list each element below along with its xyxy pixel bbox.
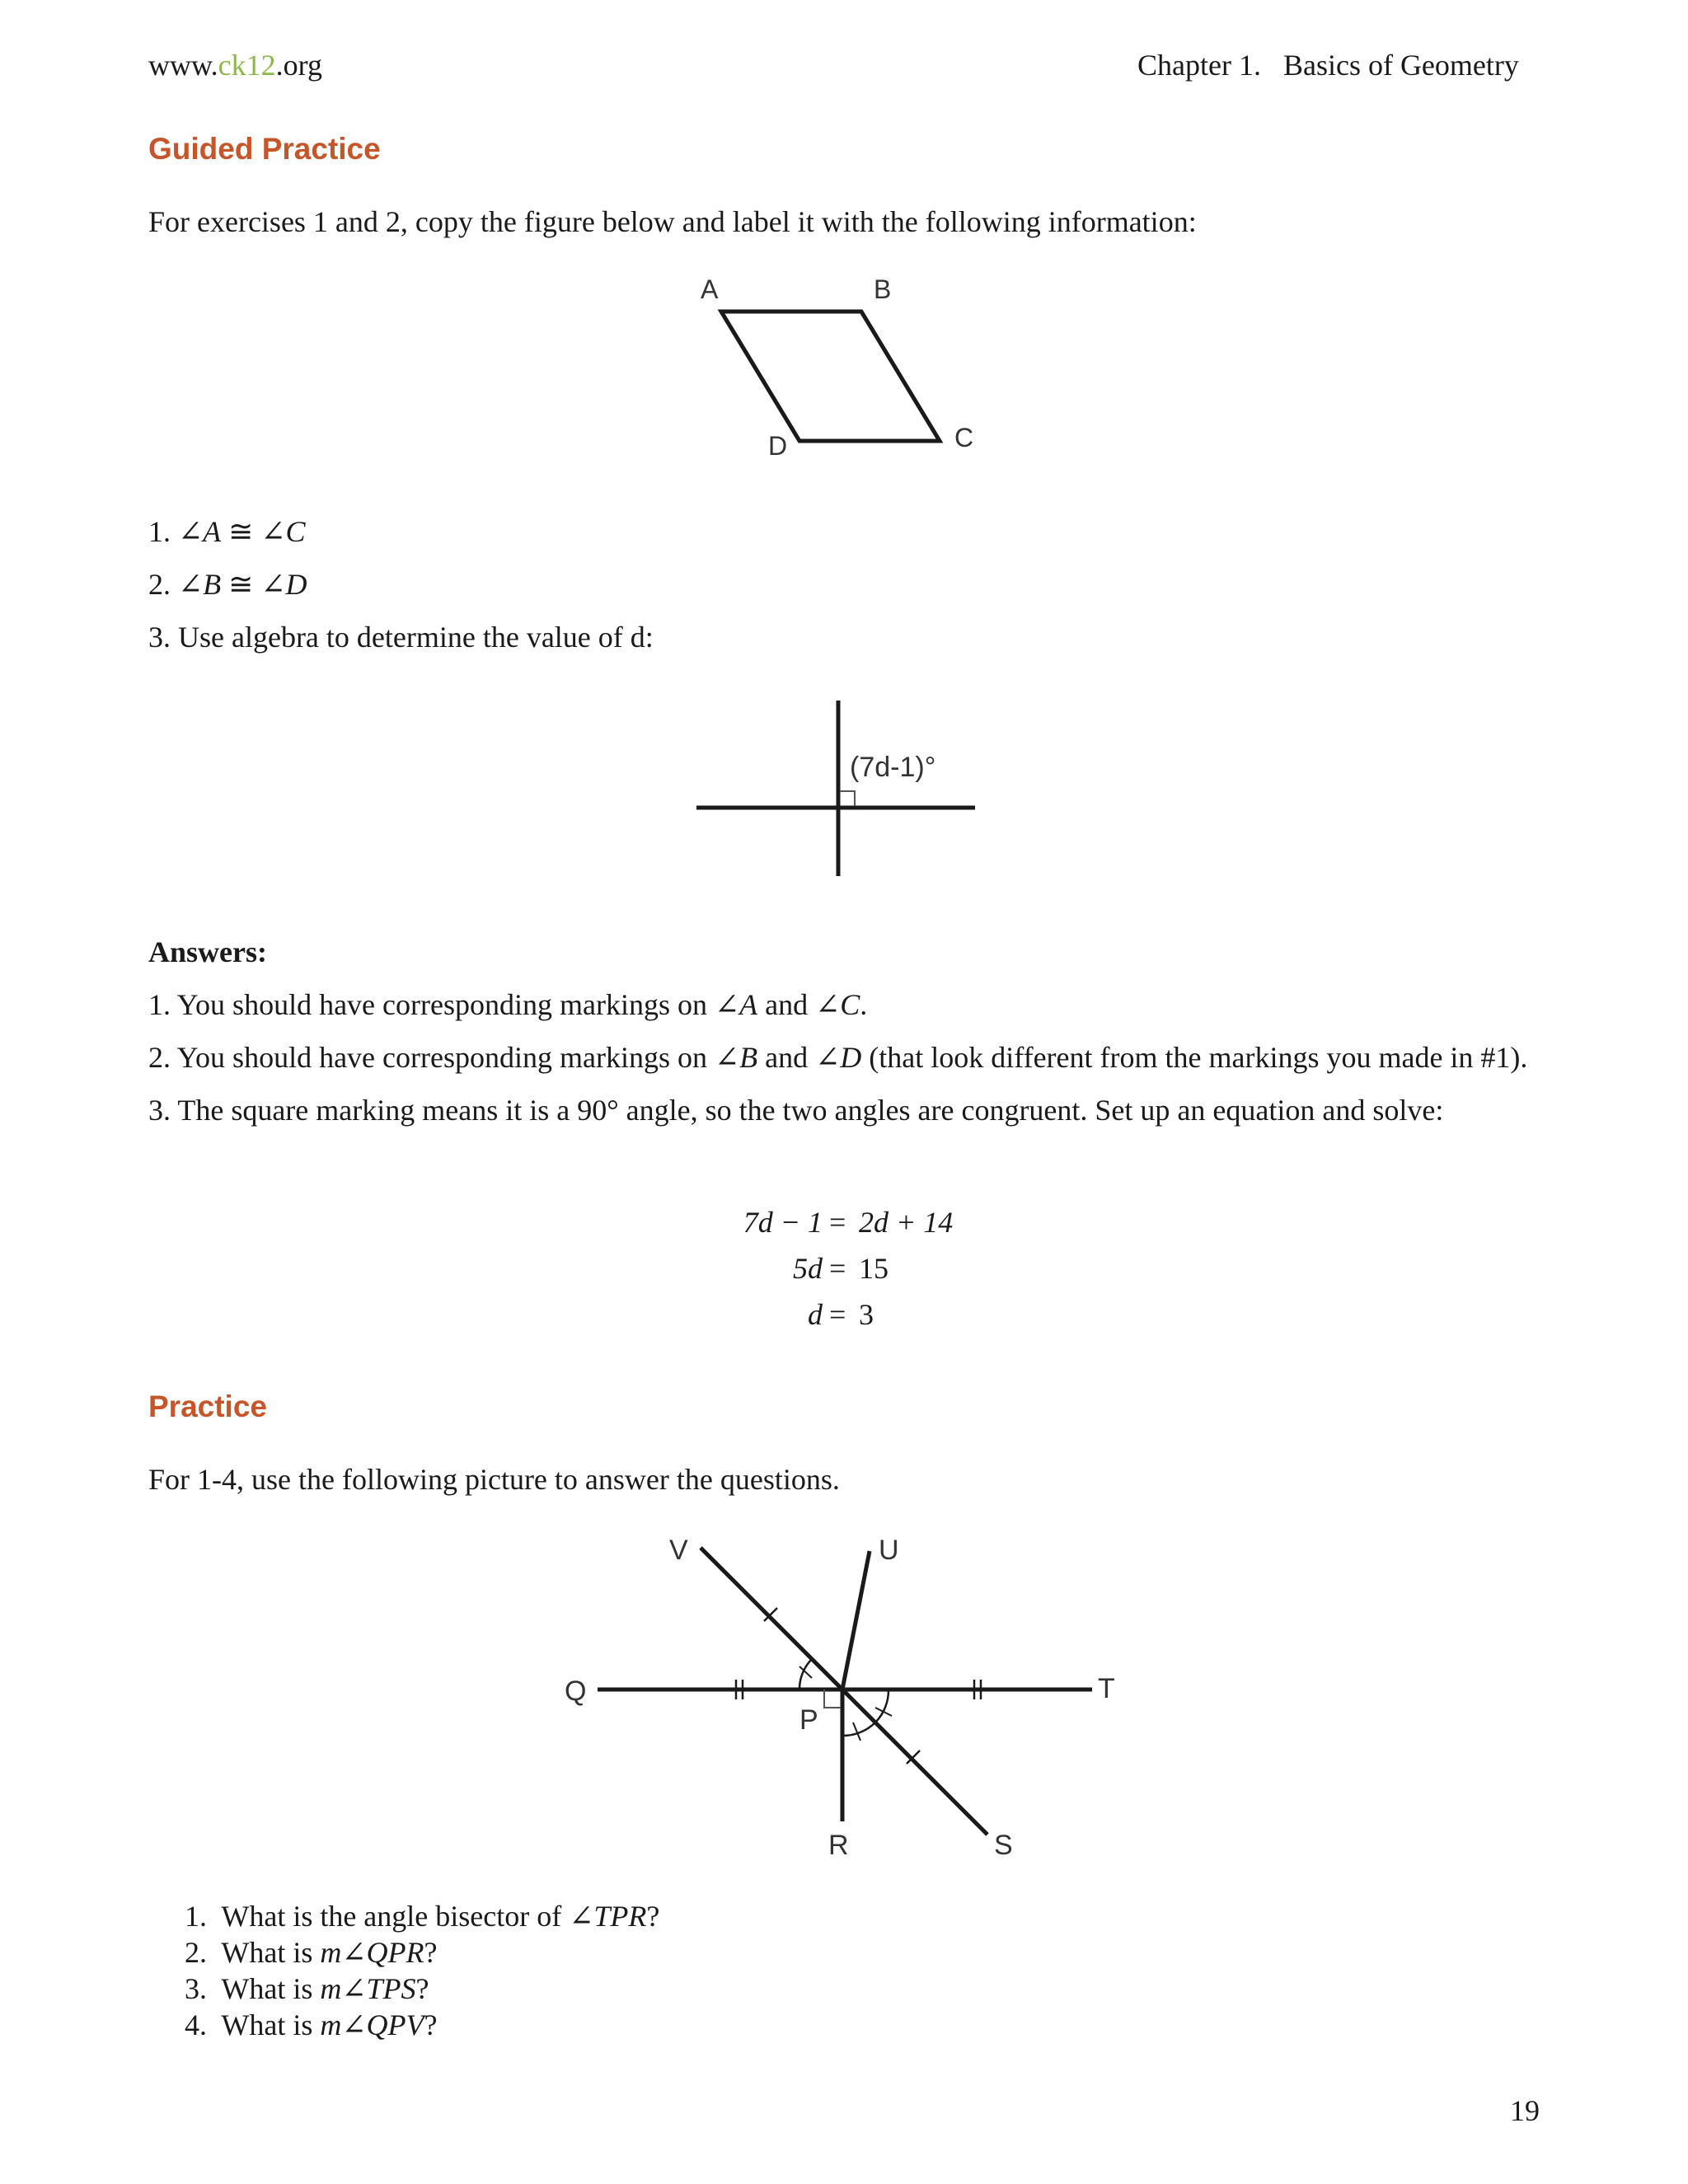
practice-heading: Practice xyxy=(148,1390,267,1423)
point-label-q: Q xyxy=(565,1675,587,1707)
point-label-p: P xyxy=(799,1704,818,1736)
site-url-brand: ck12 xyxy=(218,49,276,82)
practice-question-2: 2. What is m∠QPR? xyxy=(185,1936,438,1969)
guided-item-1: 1. ∠A ≅ ∠C xyxy=(148,515,306,548)
angle-bisector-svg xyxy=(544,1525,1137,1871)
answer-2: 2. You should have corresponding markings on ∠B and ∠D (that look different from the markings you made in #1). xyxy=(148,1041,1528,1074)
angle-symbol: ∠ xyxy=(714,988,740,1021)
chapter-title: Chapter 1. Basics of Geometry xyxy=(1137,49,1519,82)
parallelogram-figure xyxy=(676,272,1006,482)
page-number: 19 xyxy=(1510,2094,1540,2127)
angle-symbol: ∠ xyxy=(714,1041,740,1074)
point-label-t: T xyxy=(1098,1673,1115,1704)
equation-row-3: d = 3 xyxy=(808,1298,874,1331)
parallelogram-svg xyxy=(676,272,1006,478)
equation-row-2: 5d = 15 xyxy=(793,1252,889,1285)
vertex-label-a: A xyxy=(701,274,719,304)
answer-1: 1. You should have corresponding markings on ∠A and ∠C. xyxy=(148,988,868,1021)
angle-bisector-figure xyxy=(544,1525,1137,1875)
point-label-s: S xyxy=(994,1830,1013,1861)
angle-expression-label: (7d-1)° xyxy=(850,752,936,783)
site-url[interactable] xyxy=(148,48,322,82)
answers-heading: Answers: xyxy=(148,935,267,968)
guided-item-2: 2. ∠B ≅ ∠D xyxy=(148,568,307,601)
ray-pu xyxy=(842,1551,870,1690)
arc-tick xyxy=(853,1722,860,1741)
guided-practice-heading: Guided Practice xyxy=(148,132,381,166)
guided-item-3: 3. Use algebra to determine the value of d: xyxy=(148,621,654,654)
angle-symbol: ∠ xyxy=(260,568,286,601)
right-angle-marker xyxy=(840,791,855,806)
practice-question-4: 4. What is m∠QPV? xyxy=(185,2008,438,2041)
site-url-suffix: .org xyxy=(275,49,322,82)
vertex-label-b: B xyxy=(874,274,892,304)
point-label-r: R xyxy=(828,1830,849,1861)
angle-symbol: ∠ xyxy=(815,988,841,1021)
angle-symbol: ∠ xyxy=(178,515,204,548)
angle-symbol: ∠ xyxy=(569,1900,594,1933)
equation-row-1: 7d − 1 = 2d + 14 xyxy=(743,1206,954,1239)
vertex-label-c: C xyxy=(954,423,974,452)
answer-3: 3. The square marking means it is a 90° angle, so the two angles are congruent. Set up an equation and solve: xyxy=(148,1094,1444,1127)
angle-symbol: ∠ xyxy=(341,2008,367,2041)
practice-question-3: 3. What is m∠TPS? xyxy=(185,1972,429,2005)
angle-arc xyxy=(842,1722,875,1736)
angle-symbol: ∠ xyxy=(815,1041,841,1074)
angle-arc xyxy=(799,1659,812,1690)
angle-symbol: ∠ xyxy=(260,515,286,548)
angle-symbol: ∠ xyxy=(341,1972,367,2005)
guided-practice-intro: For exercises 1 and 2, copy the figure below and label it with the following information: xyxy=(148,205,1197,238)
point-label-u: U xyxy=(879,1535,899,1566)
perpendicular-svg xyxy=(696,696,985,882)
parallelogram-shape xyxy=(721,312,940,441)
arc-tick xyxy=(875,1708,892,1716)
vertex-label-d: D xyxy=(768,431,788,461)
angle-arc xyxy=(875,1690,889,1722)
point-label-v: V xyxy=(669,1535,688,1566)
practice-intro: For 1-4, use the following picture to answer the questions. xyxy=(148,1463,840,1496)
angle-symbol: ∠ xyxy=(178,568,204,601)
angle-symbol: ∠ xyxy=(341,1936,367,1969)
right-angle-marker xyxy=(824,1690,841,1708)
practice-question-1: 1. What is the angle bisector of ∠TPR? xyxy=(185,1900,660,1933)
site-url-prefix: www. xyxy=(148,49,218,82)
perpendicular-figure xyxy=(696,696,985,886)
